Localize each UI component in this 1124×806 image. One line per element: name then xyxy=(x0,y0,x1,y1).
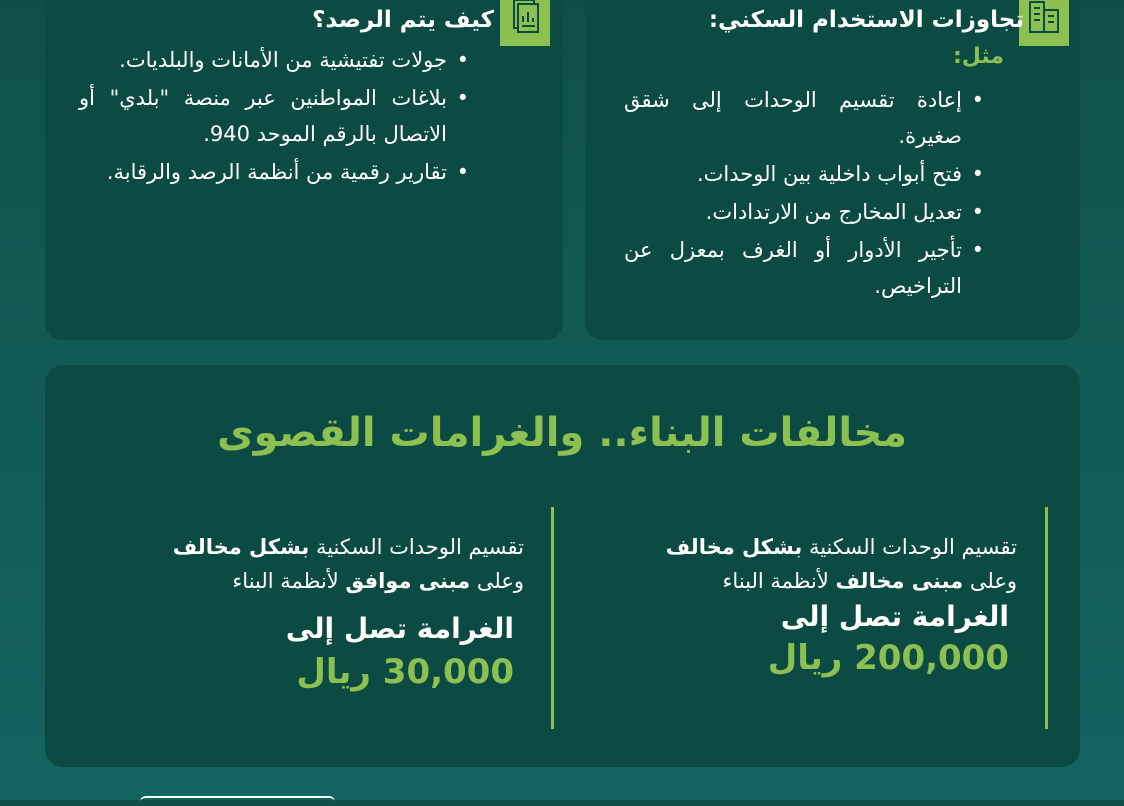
list-item: • تأجير الأدوار أو الغرف بمعزل عن التراخيص. xyxy=(624,232,984,304)
list-item: • تقارير رقمية من أنظمة الرصد والرقابة. xyxy=(79,154,469,190)
fine-desc-bold: بشكل مخالف xyxy=(172,535,310,559)
bottom-box-edge xyxy=(140,796,335,806)
list-item: • تعديل المخارج من الارتدادات. xyxy=(624,194,984,230)
fine-left-amount: 30,000 ريال xyxy=(296,652,514,692)
fine-desc-text: وعلى xyxy=(476,569,524,593)
monitoring-list xyxy=(79,42,469,192)
building-icon-badge xyxy=(1019,0,1069,46)
list-item: • إعادة تقسيم الوحدات إلى شقق صغيرة. xyxy=(624,82,984,154)
fine-desc-text: وعلى xyxy=(969,569,1017,593)
list-item: • جولات تفتيشية من الأمانات والبلديات. xyxy=(79,42,469,78)
list-item: • بلاغات المواطنين عبر منصة "بلدي" أو الاتصال بالرقم الموحد 940. xyxy=(79,80,469,152)
fine-right-amount: 200,000 ريال xyxy=(767,638,1009,678)
usage-card-title: تجاوزات الاستخدام السكني: xyxy=(708,7,1024,33)
fine-desc-text: لأنظمة البناء xyxy=(722,569,829,593)
report-document-icon xyxy=(509,0,541,34)
fine-right-label: الغرامة تصل إلى xyxy=(780,600,1009,633)
fine-right-description xyxy=(547,530,1017,598)
fines-heading: مخالفات البناء.. والغرامات القصوى xyxy=(216,410,908,456)
usage-violations-list xyxy=(624,82,984,306)
fine-left-description xyxy=(54,530,524,598)
fine-left-label: الغرامة تصل إلى xyxy=(285,612,514,645)
building-icon xyxy=(1027,0,1061,34)
fine-desc-text: تقسيم الوحدات السكنية xyxy=(808,535,1017,559)
divider xyxy=(1045,507,1048,729)
fine-desc-bold: مبنى موافق xyxy=(345,569,471,593)
report-icon-badge xyxy=(500,0,550,46)
monitoring-card-title: كيف يتم الرصد؟ xyxy=(312,7,494,33)
fine-desc-bold: بشكل مخالف xyxy=(665,535,803,559)
fine-desc-text: لأنظمة البناء xyxy=(232,569,339,593)
list-item: • فتح أبواب داخلية بين الوحدات. xyxy=(624,156,984,192)
fine-desc-bold: مبنى مخالف xyxy=(835,569,964,593)
fine-desc-text: تقسيم الوحدات السكنية xyxy=(315,535,524,559)
usage-card-subtitle: مثل: xyxy=(952,44,1004,69)
